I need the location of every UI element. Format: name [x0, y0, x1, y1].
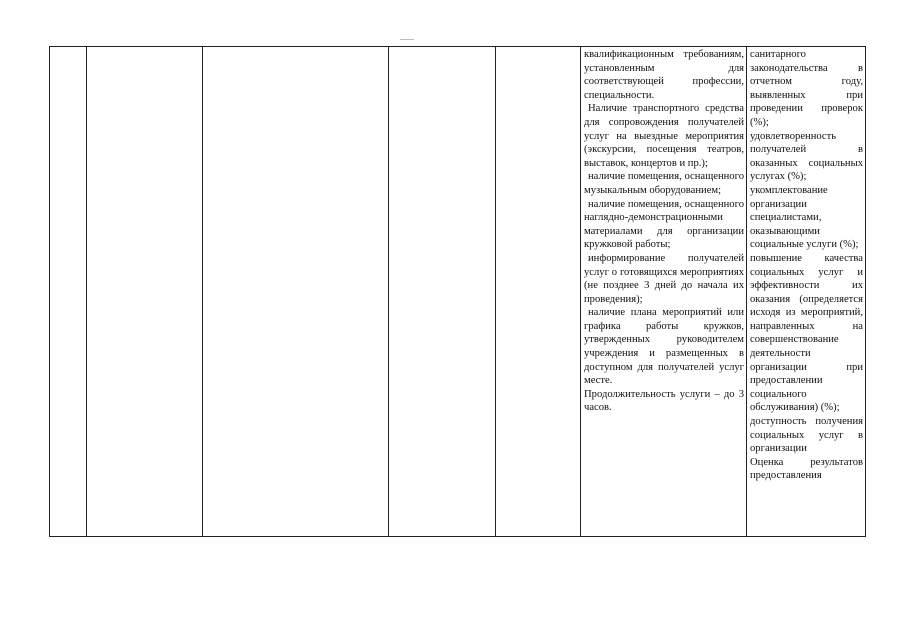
table-row: [50, 47, 866, 537]
paragraph: наличие помещения, оснащенного музыкальным оборудованием;: [584, 171, 744, 196]
cell-number: [50, 47, 87, 537]
paragraph: Продолжительность услуги – до 3 часов.: [584, 388, 744, 414]
paragraph: наличие плана мероприятий или графика работы кружков, утвержденных руководителем учреждения и размещенных в доступном для получателей услуг месте.: [584, 307, 744, 387]
cell-service-cost: [496, 47, 581, 537]
paragraph: Наличие транспортного средства для сопровождения получателей услуг на выездные мероприятия (экскурсии, посещения театров, выставок, концертов и пр.);: [584, 103, 744, 169]
cell-service-timing: [389, 47, 496, 537]
cell-service-name: [87, 47, 203, 537]
cell-service-conditions: [581, 47, 747, 537]
paragraph: информирование получателей услуг о готовящихся мероприятиях (не позднее 3 дней до начала их проведения);: [584, 252, 744, 305]
cell-quality-indicators: [747, 47, 866, 537]
services-table: [49, 46, 866, 537]
quality-indicators-text: [747, 47, 865, 483]
service-conditions-text: [581, 47, 746, 415]
cell-service-description: [203, 47, 389, 537]
paragraph: удовлетворенность получателей в оказанных социальных услугах (%);: [750, 130, 863, 183]
paragraph: наличие помещения, оснащенного наглядно-демонстрационными материалами для организации кружковой работы;: [584, 198, 744, 251]
paragraph: доступность получения социальных услуг в организации: [750, 416, 863, 455]
paragraph: повышение качества социальных услуг и эффективности их оказания (определяется исходя из мероприятий, направленных на совершенствование деятельности организации при предоставлении социального обслуживания) (%);: [750, 252, 863, 414]
scan-mark: [400, 39, 414, 40]
paragraph: укомплектование организации специалистами, оказывающими социальные услуги (%);: [750, 184, 859, 251]
paragraph: Оценка результатов предоставления: [750, 456, 863, 482]
paragraph: квалификационным требованиям, установленным для соответствующей профессии, специальности.: [584, 49, 744, 101]
paragraph: санитарного законодательства в отчетном году, выявленных при проведении проверок (%);: [750, 49, 863, 128]
